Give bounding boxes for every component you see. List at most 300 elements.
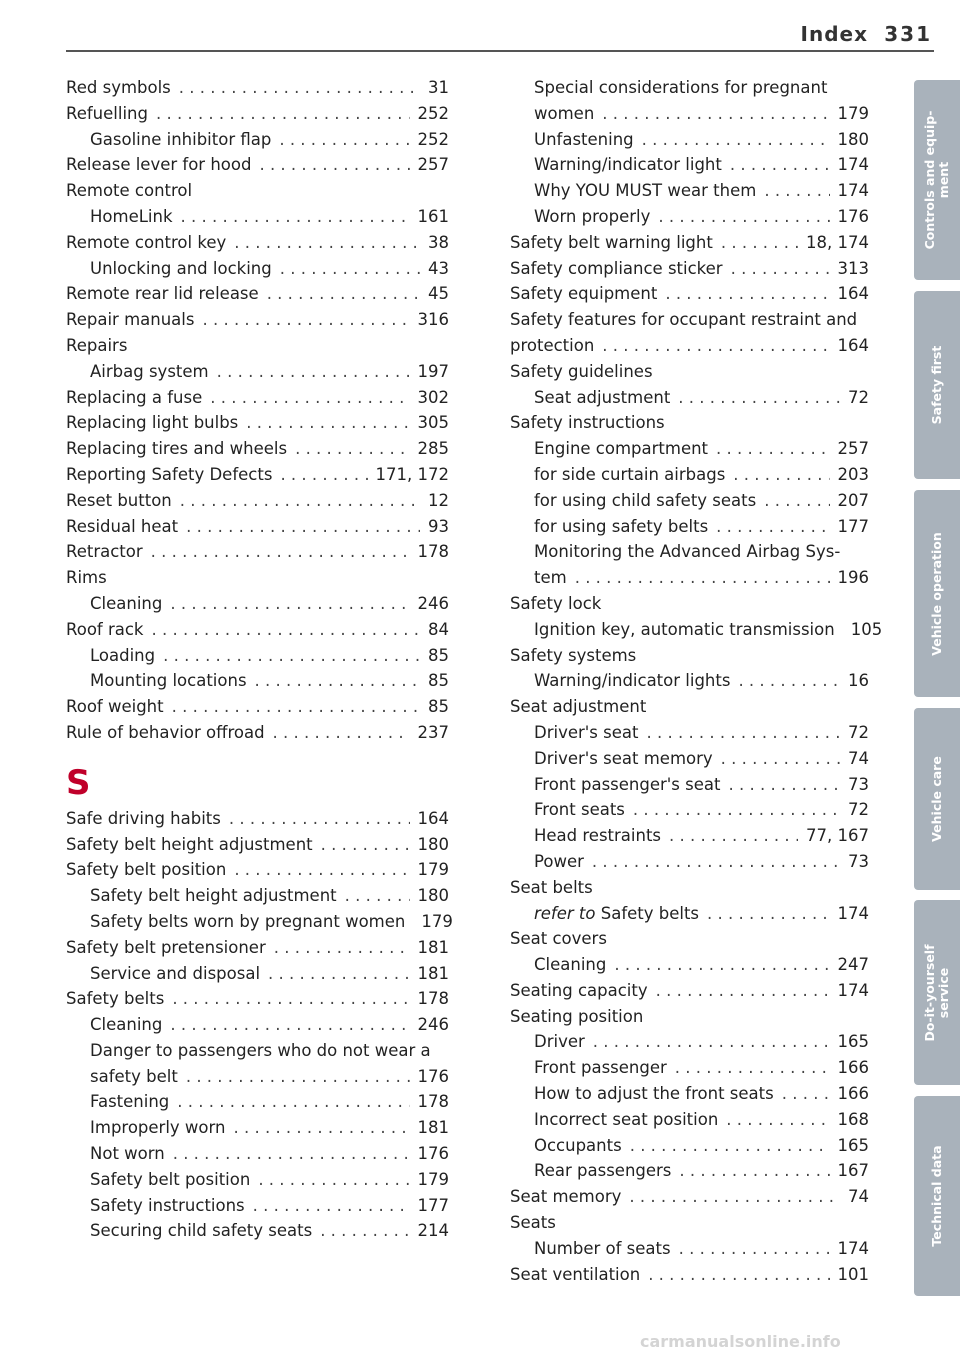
entry-page: 31: [428, 78, 449, 97]
entry-page: 174: [837, 903, 869, 923]
entry-page: 246: [417, 1015, 449, 1035]
dot-leader: [669, 823, 798, 849]
index-entry: [66, 694, 449, 720]
entry-term: Gasoline inhibitor flap: [90, 129, 272, 149]
entry-term: Mounting locations: [90, 671, 247, 691]
entry-reference: refer to: [534, 903, 601, 923]
index-entry: [66, 668, 449, 694]
tab-vehicle-operation[interactable]: [914, 490, 960, 697]
dot-leader: [229, 806, 410, 832]
entry-term: HomeLink: [90, 206, 173, 226]
entry-page: 166: [837, 1058, 869, 1078]
entry-term: Rims: [66, 568, 107, 588]
index-entry: [66, 883, 449, 909]
entry-term: Improperly worn: [90, 1118, 226, 1138]
entry-page: 179: [421, 911, 453, 931]
entry-term: Cleaning: [534, 955, 607, 975]
entry-term: Roof rack: [66, 619, 144, 639]
entry-term: Safety belt position: [66, 860, 227, 880]
entry-term: Safety belt pretensioner: [66, 937, 266, 957]
entry-term: Seat belts: [510, 877, 593, 897]
index-entry: [510, 565, 869, 591]
entry-term: Replacing a fuse: [66, 387, 203, 407]
entry-term: Cleaning: [90, 593, 163, 613]
index-entry: [510, 127, 869, 153]
dot-leader: [170, 591, 409, 617]
index-entry: [510, 1081, 869, 1107]
dot-leader: [258, 1167, 409, 1193]
index-entry: [66, 230, 449, 256]
tab-label: Vehicle care: [929, 756, 944, 842]
entry-page: 165: [837, 1135, 869, 1155]
dot-leader: [678, 385, 840, 411]
entry-term: Seat covers: [510, 929, 607, 949]
entry-term: Engine compartment: [534, 439, 709, 459]
entry-term: Safety belts: [66, 989, 165, 1009]
tab-label: Controls and equip- ment: [922, 110, 951, 250]
dot-leader: [716, 514, 829, 540]
index-entry: [66, 961, 449, 987]
entry-term: refer to Safety belts: [534, 903, 700, 923]
entry-term: Safety instructions: [90, 1195, 245, 1215]
dot-leader: [177, 1089, 409, 1115]
entry-page: 45: [428, 284, 449, 304]
index-entry: [510, 1055, 869, 1081]
index-entry: [510, 436, 869, 462]
entry-term: for using child safety seats: [534, 490, 757, 510]
entry-page: 77, 167: [806, 826, 869, 846]
entry-page: 74: [848, 748, 869, 768]
entry-page: 18, 174: [806, 232, 869, 252]
entry-term: Safety belt warning light: [510, 232, 713, 252]
entry-term: Remote control key: [66, 232, 227, 252]
tab-controls[interactable]: [914, 80, 960, 280]
index-entry: [510, 1107, 869, 1133]
entry-term: Seating capacity: [510, 980, 648, 1000]
entry-page: 164: [417, 808, 449, 828]
dot-leader: [658, 204, 829, 230]
index-entry: [510, 410, 869, 436]
dot-leader: [648, 1262, 829, 1288]
dot-leader: [246, 410, 409, 436]
dot-leader: [273, 720, 410, 746]
entry-term: Retractor: [66, 542, 143, 562]
dot-leader: [721, 230, 798, 256]
entry-term: for using safety belts: [534, 516, 709, 536]
entry-term: Driver: [534, 1032, 585, 1052]
entry-term: Special considerations for pregnant: [534, 78, 828, 97]
entry-page: 305: [417, 413, 449, 433]
dot-leader: [186, 1064, 410, 1090]
index-entry: [510, 204, 869, 230]
entry-page: 181: [417, 937, 449, 957]
entry-page: 174: [837, 1238, 869, 1258]
dot-leader: [679, 1158, 829, 1184]
dot-leader: [731, 256, 830, 282]
dot-leader: [279, 127, 409, 153]
tab-technical-data[interactable]: [914, 1096, 960, 1296]
dot-leader: [642, 127, 830, 153]
index-entry: [510, 385, 869, 411]
dot-leader: [255, 668, 420, 694]
dot-leader: [186, 514, 420, 540]
index-entry: [510, 952, 869, 978]
entry-page: 85: [428, 645, 449, 665]
entry-page: 85: [428, 671, 449, 691]
entry-term: Head restraints: [534, 826, 662, 846]
dot-leader: [665, 281, 829, 307]
entry-page: 180: [417, 834, 449, 854]
dot-leader: [156, 101, 410, 127]
entry-page: 84: [428, 619, 449, 639]
entry-term: Power: [534, 851, 584, 871]
entry-page: 316: [417, 310, 449, 330]
entry-page: 179: [417, 1169, 449, 1189]
index-entry: [66, 857, 449, 883]
dot-leader: [179, 75, 420, 101]
dot-leader: [764, 488, 829, 514]
index-entry: [510, 539, 869, 565]
entry-term: Worn properly: [534, 206, 651, 226]
entry-term: Replacing tires and wheels: [66, 439, 288, 459]
dot-leader: [721, 746, 840, 772]
index-entry: [66, 565, 449, 591]
index-entry: [510, 1004, 869, 1030]
page-number: 331: [884, 22, 932, 46]
entry-term: Reporting Safety Defects: [66, 464, 273, 484]
entry-term: Unlocking and locking: [90, 258, 272, 278]
entry-page: 72: [848, 722, 869, 742]
index-entry: [66, 617, 449, 643]
index-entry: [510, 514, 869, 540]
index-entry: [510, 875, 869, 901]
index-entry: [510, 746, 869, 772]
index-entry: [510, 772, 869, 798]
index-entry: [66, 75, 449, 101]
dot-leader: [163, 643, 420, 669]
entry-term: Replacing light bulbs: [66, 413, 239, 433]
index-entry: [510, 75, 869, 101]
entry-page: 73: [848, 774, 869, 794]
tab-label: Do-it-yourself service: [922, 943, 951, 1042]
index-entry: [66, 1141, 449, 1167]
index-entry: [66, 127, 449, 153]
index-entry: [66, 410, 449, 436]
index-entry: [66, 178, 449, 204]
entry-term: Number of seats: [534, 1238, 671, 1258]
entry-term: Safety belts worn by pregnant women: [90, 911, 406, 931]
index-entry: [510, 978, 869, 1004]
tab-label: Technical data: [929, 1145, 944, 1247]
index-entry: [510, 256, 869, 282]
dot-leader: [274, 935, 410, 961]
dot-leader: [217, 359, 410, 385]
dot-leader: [728, 772, 840, 798]
tab-do-it-yourself[interactable]: [914, 900, 960, 1085]
index-entry: [66, 307, 449, 333]
entry-term: Driver's seat memory: [534, 748, 713, 768]
entry-page: 166: [837, 1084, 869, 1104]
index-entry: [66, 385, 449, 411]
dot-leader: [602, 333, 829, 359]
entry-term: Residual heat: [66, 516, 179, 536]
entry-page: 181: [417, 1118, 449, 1138]
entry-term: Front seats: [534, 800, 625, 820]
index-entry: [66, 256, 449, 282]
entry-term: Why YOU MUST wear them: [534, 181, 757, 201]
dot-leader: [253, 1193, 410, 1219]
entry-page: 178: [417, 542, 449, 562]
dot-leader: [633, 797, 840, 823]
index-entry: [66, 514, 449, 540]
index-entry: [510, 849, 869, 875]
index-entry: [66, 1064, 449, 1090]
index-entry: [66, 720, 449, 746]
entry-term: tem: [534, 568, 567, 588]
tab-label: Safety first: [929, 345, 944, 425]
index-entry: [66, 909, 453, 935]
entry-term: Rear passengers: [534, 1161, 672, 1181]
entry-term: Safety belt height adjustment: [90, 886, 337, 906]
entry-page: 285: [417, 439, 449, 459]
index-entry: [510, 1184, 869, 1210]
entry-page: 252: [417, 129, 449, 149]
dot-leader: [321, 832, 410, 858]
index-entry: [66, 333, 449, 359]
dot-leader: [234, 230, 420, 256]
index-entry: [66, 1218, 449, 1244]
dot-leader: [764, 178, 829, 204]
dot-leader: [730, 152, 830, 178]
entry-term: Seating position: [510, 1006, 644, 1026]
entry-term: women: [534, 103, 595, 123]
dot-leader: [280, 256, 420, 282]
entry-term: Front passenger's seat: [534, 774, 721, 794]
index-entry: [66, 436, 449, 462]
dot-leader: [575, 565, 830, 591]
entry-page: 181: [417, 963, 449, 983]
entry-page: 167: [837, 1161, 869, 1181]
entry-page: 196: [837, 568, 869, 588]
entry-page: 85: [428, 697, 449, 717]
dot-leader: [630, 1133, 830, 1159]
index-entry: [66, 986, 449, 1012]
entry-page: 72: [848, 387, 869, 407]
entry-term: Safety lock: [510, 593, 602, 613]
entry-page: 43: [428, 258, 449, 278]
dot-leader: [172, 986, 409, 1012]
entry-term: Reset button: [66, 490, 172, 510]
entry-page: 197: [417, 361, 449, 381]
entry-term: Warning/indicator light: [534, 155, 722, 175]
index-entry: [66, 832, 449, 858]
dot-leader: [592, 849, 840, 875]
index-entry: [66, 281, 449, 307]
dot-leader: [614, 952, 829, 978]
entry-term: Seat memory: [510, 1187, 622, 1207]
dot-leader: [593, 1029, 830, 1055]
entry-page: 164: [837, 284, 869, 304]
index-column-left: [66, 75, 453, 1244]
entry-term: Safety systems: [510, 645, 637, 665]
index-entry: [510, 488, 869, 514]
tab-safety[interactable]: [914, 291, 960, 479]
entry-term: Repairs: [66, 335, 128, 355]
entry-term: Driver's seat: [534, 722, 639, 742]
entry-page: 207: [837, 490, 869, 510]
entry-term: Remote control: [66, 181, 193, 201]
entry-term: Repair manuals: [66, 310, 195, 330]
entry-page: 180: [417, 886, 449, 906]
index-entry: [66, 462, 449, 488]
page-title: Index: [800, 22, 868, 46]
entry-term: Safety compliance sticker: [510, 258, 723, 278]
index-entry: [66, 1089, 449, 1115]
dot-leader: [726, 1107, 829, 1133]
entry-term: Service and disposal: [90, 963, 261, 983]
index-entry: [510, 720, 869, 746]
dot-leader: [733, 462, 829, 488]
dot-leader: [675, 1055, 830, 1081]
entry-term: Seat adjustment: [534, 387, 671, 407]
index-entry: [510, 101, 869, 127]
index-entry: [66, 935, 449, 961]
entry-page: 177: [417, 1195, 449, 1215]
tab-label: Vehicle operation: [929, 531, 944, 656]
entry-term: Safety features for occupant restraint and: [510, 310, 858, 330]
entry-page: 214: [417, 1221, 449, 1241]
entry-term: Seats: [510, 1213, 556, 1233]
entry-term: Unfastening: [534, 129, 634, 149]
dot-leader: [152, 617, 421, 643]
entry-page: 180: [837, 129, 869, 149]
dot-leader: [782, 1081, 830, 1107]
entry-page: 237: [417, 722, 449, 742]
entry-term: Securing child safety seats: [90, 1221, 313, 1241]
entry-term: Occupants: [534, 1135, 622, 1155]
index-entry: [510, 281, 869, 307]
index-entry: [510, 333, 869, 359]
dot-leader: [267, 281, 420, 307]
index-entry: [66, 1167, 449, 1193]
dot-leader: [280, 462, 367, 488]
entry-term: Airbag system: [90, 361, 209, 381]
index-entry: [66, 101, 449, 127]
dot-leader: [180, 488, 420, 514]
index-entry: [510, 1236, 869, 1262]
dot-leader: [172, 694, 420, 720]
entry-page: 93: [428, 516, 449, 536]
entry-term: Loading: [90, 645, 156, 665]
entry-term: Safety instructions: [510, 413, 665, 433]
section-letter: S: [66, 762, 91, 803]
index-column-right: [510, 75, 883, 1287]
index-entry: [510, 462, 869, 488]
dot-leader: [181, 204, 410, 230]
index-entry: [510, 1158, 869, 1184]
entry-term: Front passenger: [534, 1058, 667, 1078]
index-entry: [66, 359, 449, 385]
index-entry: [510, 1029, 869, 1055]
dot-leader: [738, 668, 840, 694]
index-entry: [510, 230, 869, 256]
entry-term: Safety belt position: [90, 1169, 251, 1189]
entry-page: 247: [837, 955, 869, 975]
entry-page: 179: [417, 860, 449, 880]
entry-term: Roof weight: [66, 697, 164, 717]
dot-leader: [320, 1218, 409, 1244]
entry-page: 168: [837, 1109, 869, 1129]
entry-page: 72: [848, 800, 869, 820]
entry-term: Ignition key, automatic transmission: [534, 619, 835, 639]
entry-page: 246: [417, 593, 449, 613]
entry-page: 161: [417, 206, 449, 226]
entry-term: Red symbols: [66, 78, 171, 97]
entry-term: Safe driving habits: [66, 808, 221, 828]
entry-term: for side curtain airbags: [534, 464, 726, 484]
dot-leader: [646, 720, 840, 746]
index-entry: [66, 643, 449, 669]
index-entry: [66, 488, 449, 514]
entry-term: safety belt: [90, 1066, 178, 1086]
entry-page: 38: [428, 232, 449, 252]
entry-page: 257: [417, 155, 449, 175]
index-entry: [510, 823, 869, 849]
index-entry: [66, 1038, 449, 1064]
entry-page: 257: [837, 439, 869, 459]
entry-page: 179: [837, 103, 869, 123]
index-entry: [510, 617, 883, 643]
dot-leader: [202, 307, 409, 333]
entry-page: 165: [837, 1032, 869, 1052]
index-entry: [66, 806, 449, 832]
entry-term: Safety equipment: [510, 284, 658, 304]
entry-term: Cleaning: [90, 1015, 163, 1035]
dot-leader: [173, 1141, 410, 1167]
entry-term: Incorrect seat position: [534, 1109, 719, 1129]
entry-page: 176: [417, 1144, 449, 1164]
dot-leader: [233, 1115, 409, 1141]
entry-page: 171, 172: [375, 464, 449, 484]
entry-page: 73: [848, 851, 869, 871]
index-entry: [66, 152, 449, 178]
entry-page: 178: [417, 1092, 449, 1112]
dot-leader: [656, 978, 830, 1004]
entry-page: 174: [837, 155, 869, 175]
tab-vehicle-care[interactable]: [914, 708, 960, 890]
dot-leader: [170, 1012, 409, 1038]
entry-page: 176: [837, 206, 869, 226]
entry-term: Release lever for hood: [66, 155, 252, 175]
entry-term: Safety guidelines: [510, 361, 653, 381]
entry-term: Monitoring the Advanced Airbag Sys-: [534, 542, 841, 562]
dot-leader: [629, 1184, 840, 1210]
entry-page: 176: [417, 1066, 449, 1086]
entry-page: 178: [417, 989, 449, 1009]
index-entry: [66, 539, 449, 565]
entry-page: 12: [428, 490, 449, 510]
entry-page: 302: [417, 387, 449, 407]
entry-term: Seat adjustment: [510, 697, 647, 717]
index-entry: [510, 152, 869, 178]
entry-term: protection: [510, 335, 595, 355]
index-entry: [510, 1262, 869, 1288]
dot-leader: [679, 1236, 830, 1262]
index-entry: [510, 926, 869, 952]
entry-page: 313: [837, 258, 869, 278]
dot-leader: [234, 857, 409, 883]
entry-page: 74: [848, 1187, 869, 1207]
